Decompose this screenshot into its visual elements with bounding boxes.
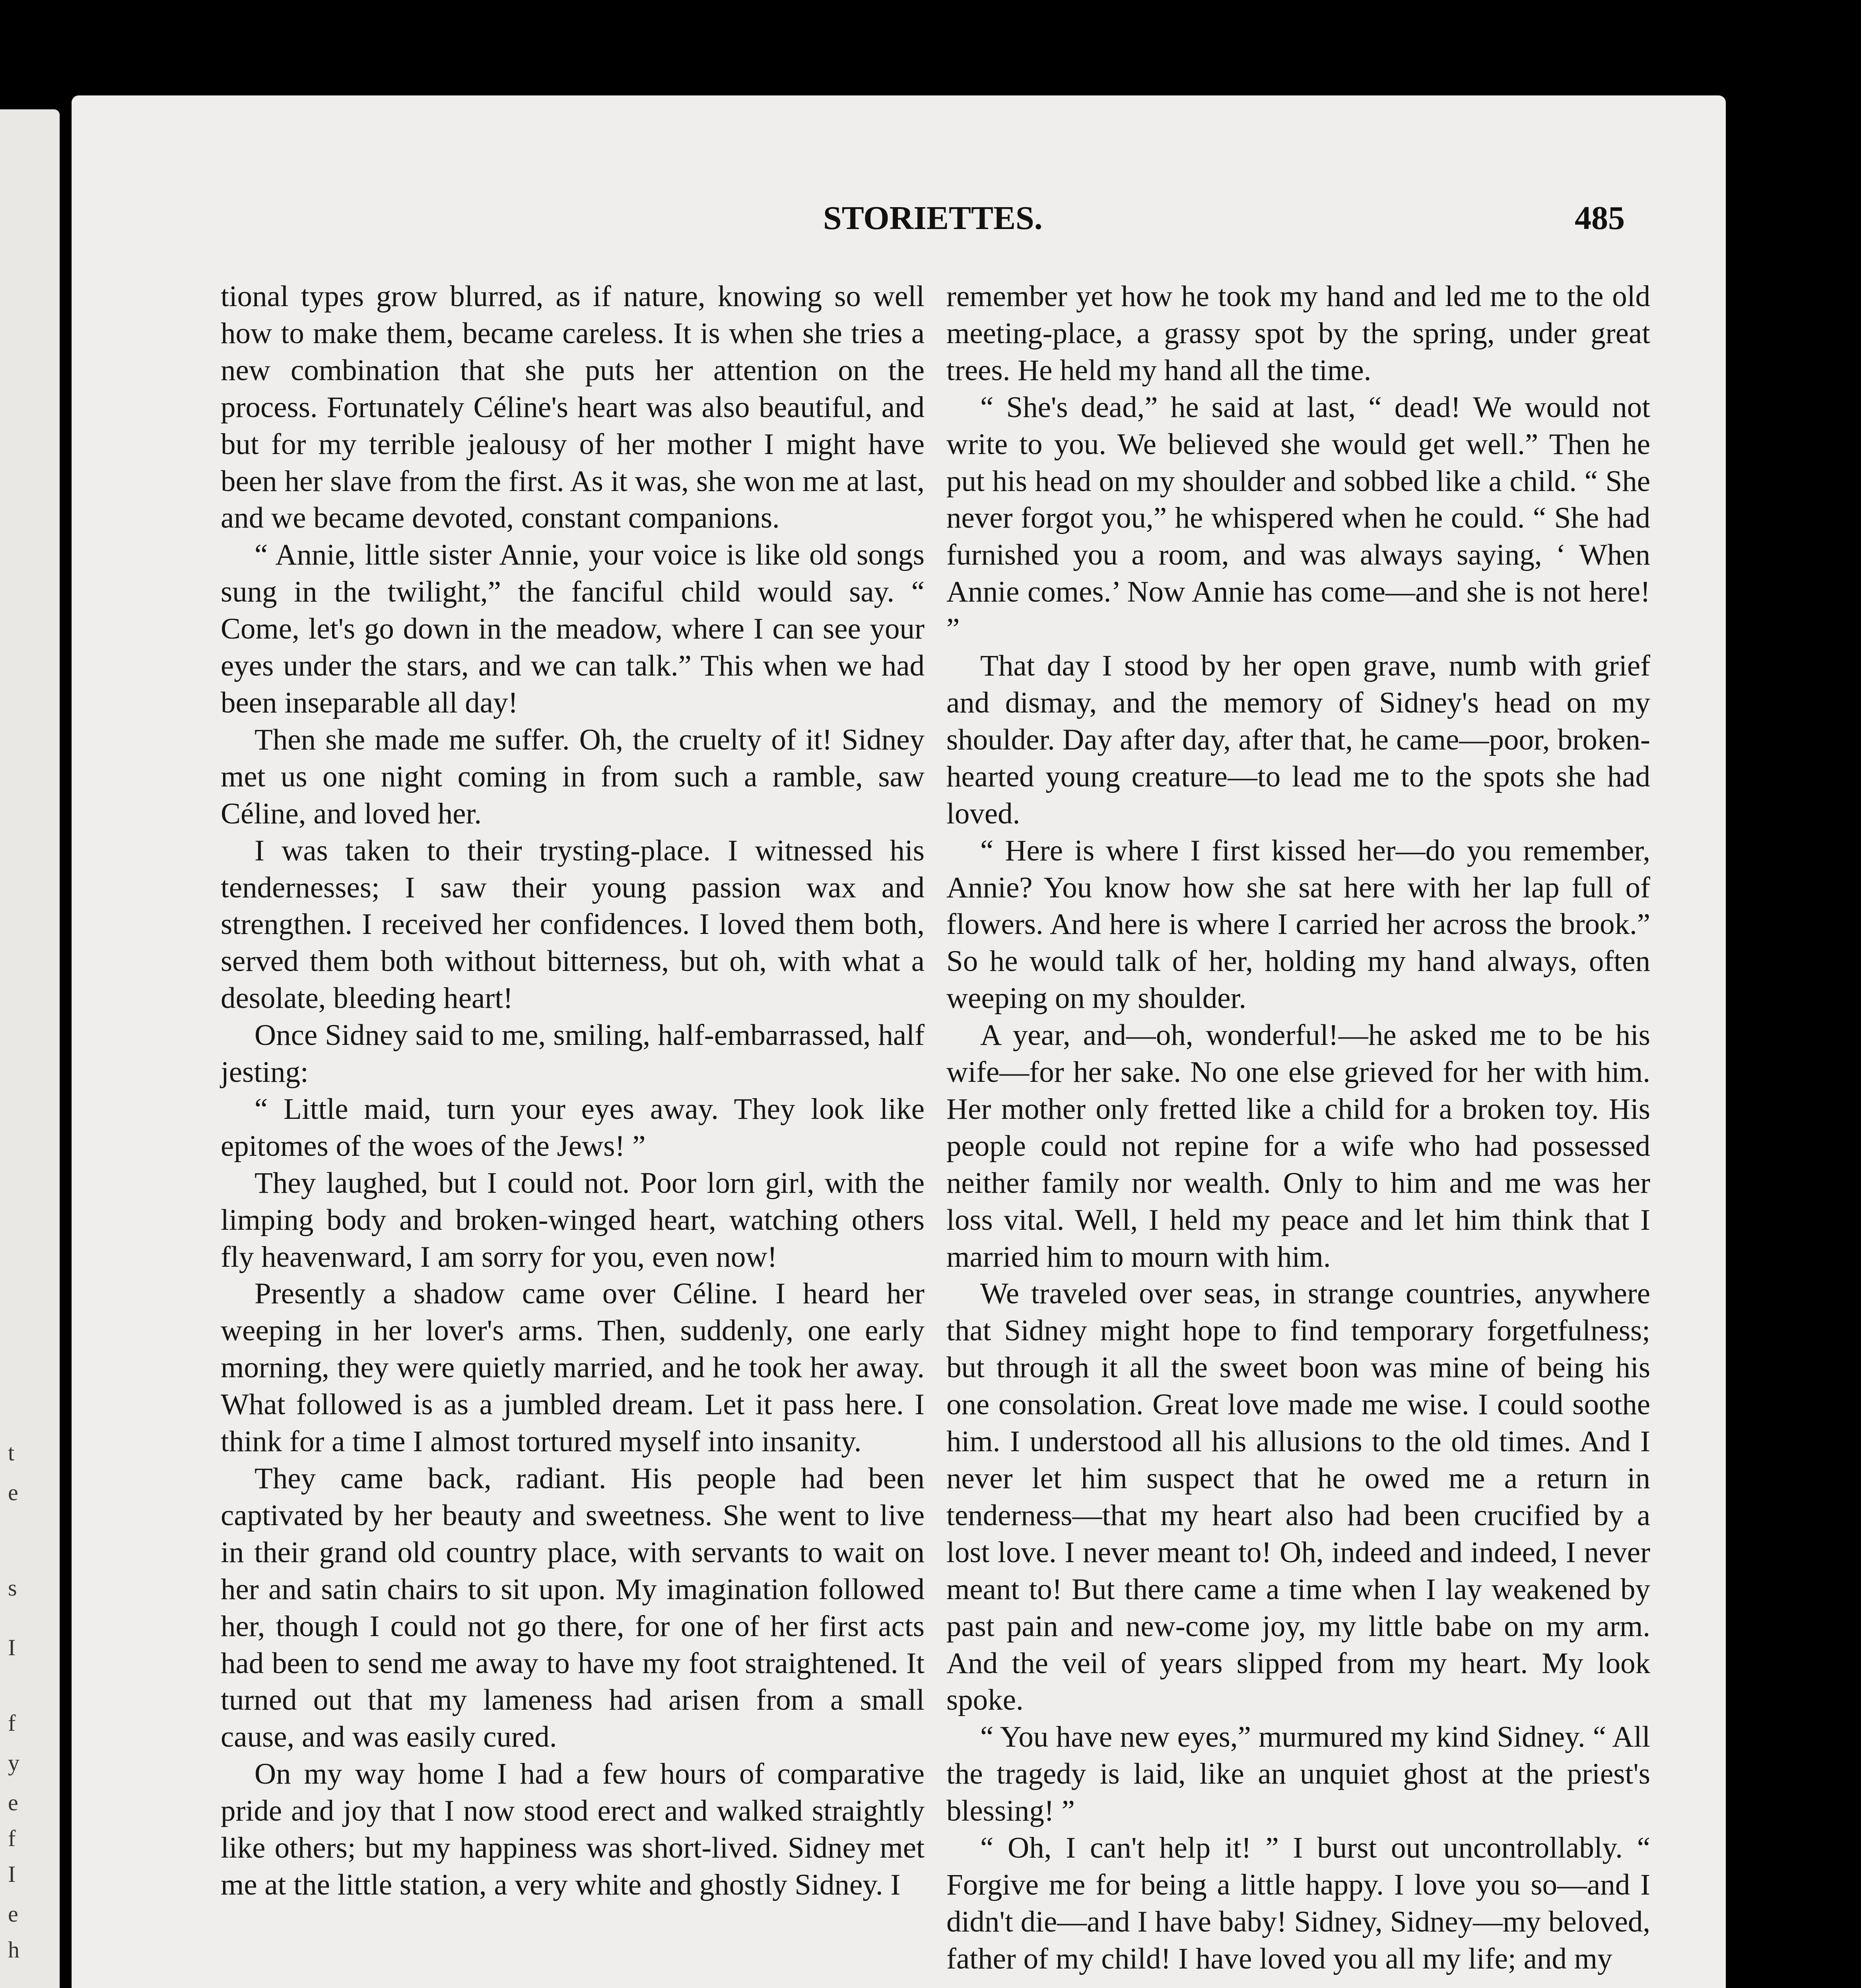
paragraph: Presently a shadow came over Céline. I heard her weeping in her lover's arms. Then, suddenly, one early morning, they were quietly married, and he took her away. What followed is as a jumbled dream. Let it pass here. I think for a time I almost tortured myself into insanity.: [221, 1277, 925, 1458]
edge-fragment: y: [8, 1750, 19, 1776]
text-column-left: [221, 278, 925, 1904]
paragraph: Once Sidney said to me, smiling, half-embarrassed, half jesting:: [221, 1019, 925, 1089]
paragraph: remember yet how he took my hand and led me to the old meeting-place, a grassy spot by the spring, under great trees. He held my hand all the time.: [946, 280, 1650, 387]
edge-fragment: h: [8, 1937, 19, 1963]
running-title: STORIETTES.: [823, 200, 1043, 237]
page-number: 485: [1575, 200, 1625, 237]
edge-fragment: f: [8, 1710, 16, 1736]
edge-fragment: s: [8, 1575, 17, 1601]
text-column-right: [946, 278, 1650, 1978]
paragraph: On my way home I had a few hours of comparative pride and joy that I now stood erect and walked straightly like others; but my happiness was short-lived. Sidney met me at the little station, a very white and ghostly Sidney. I: [221, 1757, 925, 1901]
paragraph: They came back, radiant. His people had been captivated by her beauty and sweetness. She went to live in their grand old country place, with servants to wait on her and satin chairs to sit upon. My imagination followed her, though I could not go there, for one of her first acts had been to send me away to have my foot straightened. It turned out that my lameness had arisen from a small cause, and was easily cured.: [221, 1462, 925, 1754]
paragraph: We traveled over seas, in strange countries, anywhere that Sidney might hope to find temporary forgetfulness; but through it all the sweet boon was mine of being his one consolation. Great love made me wise. I could soothe him. I understood all his allusions to the old times. And I never let him suspect that he owed me a return in tenderness—that my heart also had been crucified by a lost love. I never meant to! Oh, indeed and indeed, I never meant to! But there came a time when I lay weakened by past pain and new-come joy, my little babe on my arm. And the veil of years slipped from my heart. My look spoke.: [946, 1277, 1650, 1717]
paragraph: “ Oh, I can't help it! ” I burst out uncontrollably. “ Forgive me for being a little happy. I love you so—and I didn't die—and I have baby! Sidney, Sidney—my beloved, father of my child! I have loved you all my life; and my: [946, 1831, 1650, 1975]
paragraph: “ Little maid, turn your eyes away. They look like epitomes of the woes of the Jews! ”: [221, 1092, 925, 1163]
paragraph: I was taken to their trysting-place. I witnessed his tendernesses; I saw their young passion wax and strengthen. I received her confidences. I loved them both, served them both without bitterness, but oh, with what a desolate, bleeding heart!: [221, 834, 925, 1015]
paragraph: “ She's dead,” he said at last, “ dead! We would not write to you. We believed she would get well.” Then he put his head on my shoulder and sobbed like a child. “ She never forgot you,” he whispered when he could. “ She had furnished you a room, and was always saying, ‘ When Annie comes.’ Now Annie has come—and she is not here! ”: [946, 390, 1650, 646]
paragraph: They laughed, but I could not. Poor lorn girl, with the limping body and broken-winged heart, watching others fly heavenward, I am sorry for you, even now!: [221, 1166, 925, 1274]
paragraph: tional types grow blurred, as if nature, knowing so well how to make them, became careless. It is when she tries a new combination that she puts her attention on the process. Fortunately Céline's heart was also beautiful, and but for my terrible jealousy of her mother I might have been her slave from the first. As it was, she won me at last, and we became devoted, constant companions.: [221, 280, 925, 535]
edge-fragment: f: [8, 1825, 16, 1851]
edge-fragment: e: [8, 1479, 18, 1505]
paragraph: “ You have new eyes,” murmured my kind Sidney. “ All the tragedy is laid, like an unquiet ghost at the priest's blessing! ”: [946, 1720, 1650, 1828]
edge-fragment: e: [8, 1790, 18, 1815]
paragraph: A year, and—oh, wonderful!—he asked me to be his wife—for her sake. No one else grieved for her with him. Her mother only fretted like a child for a broken toy. His people could not repine for a wife who had possessed neither family nor wealth. Only to him and me was her loss vital. Well, I held my peace and let him think that I married him to mourn with him.: [946, 1019, 1650, 1274]
paragraph: Then she made me suffer. Oh, the cruelty of it! Sidney met us one night coming in from such a ramble, saw Céline, and loved her.: [221, 723, 925, 830]
paragraph: “ Annie, little sister Annie, your voice is like old songs sung in the twilight,” the fanciful child would say. “ Come, let's go down in the meadow, where I can see your eyes under the stars, and we can talk.” This when we had been inseparable all day!: [221, 538, 925, 719]
edge-fragment: I: [8, 1635, 16, 1660]
edge-fragment: I: [8, 1861, 16, 1887]
paragraph: “ Here is where I first kissed her—do you remember, Annie? You know how she sat here with her lap full of flowers. And here is where I carried her across the brook.” So he would talk of her, holding my hand always, often weeping on my shoulder.: [946, 834, 1650, 1015]
facing-page-edge: [0, 109, 60, 1988]
edge-fragment: e: [8, 1901, 18, 1927]
paragraph: That day I stood by her open grave, numb with grief and dismay, and the memory of Sidney's head on my shoulder. Day after day, after that, he came—poor, broken-hearted young creature—to lead me to the spots she had loved.: [946, 649, 1650, 830]
edge-fragment: t: [8, 1440, 15, 1466]
